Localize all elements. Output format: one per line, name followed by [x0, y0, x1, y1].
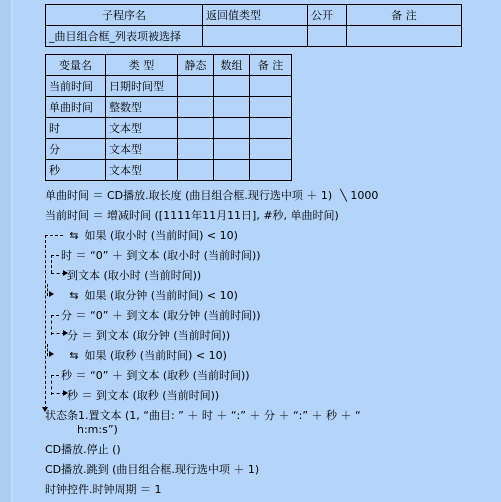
- variable-row[interactable]: [46, 139, 292, 160]
- code-text: 如果 (取小时 (当前时间) < 10): [84, 229, 238, 242]
- variable-row[interactable]: [46, 76, 292, 97]
- variable-header-row: [46, 55, 292, 76]
- var-array-cell[interactable]: [214, 76, 250, 97]
- var-static-cell[interactable]: [178, 139, 214, 160]
- flow-line: [51, 375, 59, 376]
- subroutine-name-cell[interactable]: _曲目组合框_列表项被选择: [46, 26, 203, 47]
- code-text: 单曲时间 ＝ CD播放.取长度 (曲目组合框.现行选中项 ＋ 1): [45, 189, 333, 202]
- code-line[interactable]: [67, 226, 238, 246]
- flow-line: [51, 375, 52, 395]
- return-type-cell[interactable]: [203, 26, 308, 47]
- header-array: 数组: [214, 55, 250, 76]
- editor-gutter: [0, 0, 10, 502]
- var-array-cell[interactable]: [214, 118, 250, 139]
- var-static-cell[interactable]: [178, 97, 214, 118]
- code-line[interactable]: CD播放.跳到 (曲目组合框.现行选中项 ＋ 1): [45, 463, 260, 476]
- subroutine-header-row: [46, 5, 462, 26]
- header-subroutine-name: 子程序名: [46, 5, 203, 26]
- remark-cell[interactable]: [347, 26, 462, 47]
- flow-line: [45, 235, 46, 409]
- var-remark-cell[interactable]: [250, 118, 292, 139]
- public-cell[interactable]: [308, 26, 347, 47]
- if-branch-icon: ⇆: [69, 229, 79, 242]
- var-array-cell[interactable]: [214, 160, 250, 181]
- var-type-cell[interactable]: 整数型: [106, 97, 178, 118]
- var-name-cell[interactable]: 秒: [46, 160, 106, 181]
- flow-arrow: [49, 291, 54, 297]
- var-static-cell[interactable]: [178, 160, 214, 181]
- divide-icon: ╲: [340, 189, 347, 202]
- flow-line: [47, 344, 48, 356]
- var-type-cell[interactable]: 文本型: [106, 139, 178, 160]
- var-remark-cell[interactable]: [250, 76, 292, 97]
- variable-table: [45, 54, 292, 181]
- header-type: 类 型: [106, 55, 178, 76]
- if-branch-icon: ⇆: [69, 349, 79, 362]
- code-text: 1000: [350, 189, 379, 202]
- var-name-cell[interactable]: 当前时间: [46, 76, 106, 97]
- gutter-divider: [12, 0, 13, 502]
- flow-line: [51, 255, 52, 273]
- if-branch-icon: ⇆: [69, 289, 79, 302]
- var-name-cell[interactable]: 单曲时间: [46, 97, 106, 118]
- flow-line: [51, 315, 59, 316]
- code-line[interactable]: 分 ＝ “0” ＋ 到文本 (取分钟 (当前时间)): [61, 309, 261, 322]
- header-static: 静态: [178, 55, 214, 76]
- header-variable-name: 变量名: [46, 55, 106, 76]
- code-line[interactable]: 到文本 (取小时 (当前时间)): [67, 269, 202, 282]
- code-line[interactable]: 秒 ＝ 到文本 (取秒 (当前时间)): [67, 389, 220, 402]
- var-type-cell[interactable]: 文本型: [106, 160, 178, 181]
- flow-line: [51, 255, 59, 256]
- flow-line: [47, 284, 48, 296]
- code-line[interactable]: 当前时间 ＝ 增减时间 ([1111年11月11日], #秒, 单曲时间): [45, 209, 339, 222]
- var-remark-cell[interactable]: [250, 97, 292, 118]
- subroutine-row[interactable]: [46, 26, 462, 47]
- code-line[interactable]: 时 ＝ “0” ＋ 到文本 (取小时 (当前时间)): [61, 249, 261, 262]
- code-line[interactable]: 时钟控件.时钟周期 ＝ 1: [45, 483, 162, 496]
- header-var-remark: 备 注: [250, 55, 292, 76]
- var-name-cell[interactable]: 分: [46, 139, 106, 160]
- flow-line: [51, 315, 52, 335]
- var-name-cell[interactable]: 时: [46, 118, 106, 139]
- code-line[interactable]: [45, 186, 378, 206]
- var-type-cell[interactable]: 日期时间型: [106, 76, 178, 97]
- variable-row[interactable]: [46, 118, 292, 139]
- subroutine-table: [45, 4, 462, 47]
- variable-row[interactable]: [46, 160, 292, 181]
- var-static-cell[interactable]: [178, 118, 214, 139]
- code-line[interactable]: 状态条1.置文本 (1, “曲目: ” ＋ 时 ＋ “:” ＋ 分 ＋ “:” ＋ 秒 ＋ “: [45, 409, 361, 422]
- code-text: 如果 (取分钟 (当前时间) < 10): [84, 289, 238, 302]
- var-remark-cell[interactable]: [250, 139, 292, 160]
- var-array-cell[interactable]: [214, 139, 250, 160]
- var-remark-cell[interactable]: [250, 160, 292, 181]
- code-line[interactable]: CD播放.停止 (): [45, 443, 121, 456]
- variable-row[interactable]: [46, 97, 292, 118]
- code-line[interactable]: 秒 ＝ “0” ＋ 到文本 (取秒 (当前时间)): [61, 369, 250, 382]
- code-text: 如果 (取秒 (当前时间) < 10): [84, 349, 227, 362]
- var-array-cell[interactable]: [214, 97, 250, 118]
- code-line[interactable]: h:m:s”): [77, 423, 118, 436]
- var-static-cell[interactable]: [178, 76, 214, 97]
- flow-line: [45, 235, 63, 236]
- var-type-cell[interactable]: 文本型: [106, 118, 178, 139]
- code-line[interactable]: [67, 346, 227, 366]
- header-remark: 备 注: [347, 5, 462, 26]
- header-return-type: 返回值类型: [203, 5, 308, 26]
- code-line[interactable]: [67, 286, 238, 306]
- code-line[interactable]: 分 ＝ 到文本 (取分钟 (当前时间)): [67, 329, 231, 342]
- flow-arrow: [49, 351, 54, 357]
- header-public: 公开: [308, 5, 347, 26]
